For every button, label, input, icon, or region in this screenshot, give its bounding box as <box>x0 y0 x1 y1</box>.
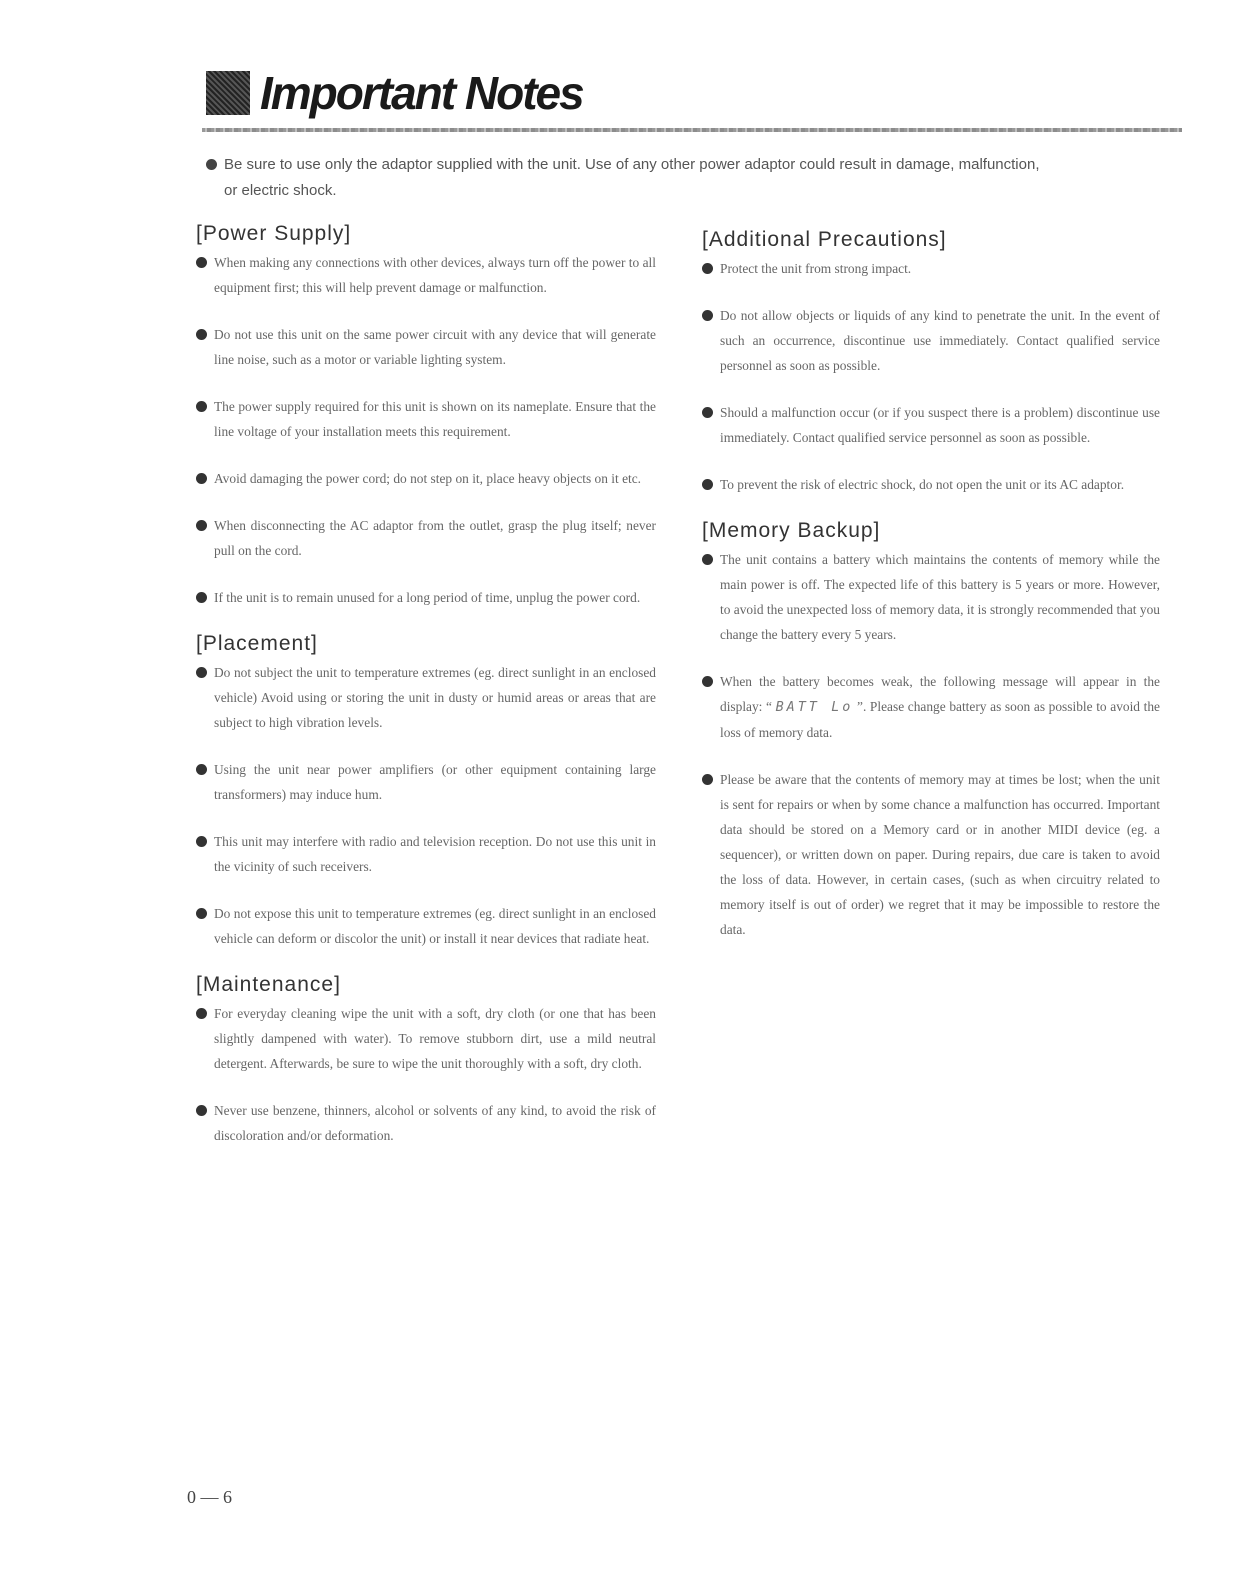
bullet-icon <box>196 473 207 484</box>
list-item <box>196 322 656 372</box>
page-title: Important Notes <box>260 67 583 119</box>
list-item <box>702 400 1160 450</box>
list-item <box>196 250 656 300</box>
bullet-icon <box>196 836 207 847</box>
bullet-icon <box>702 479 713 490</box>
left-column <box>196 222 656 1170</box>
bullet-icon <box>702 676 713 687</box>
bullet-icon <box>196 908 207 919</box>
list-item <box>196 585 656 610</box>
section-heading: [Maintenance] <box>196 973 341 996</box>
bullet-icon <box>196 764 207 775</box>
list-item <box>196 901 656 951</box>
bullet-icon <box>196 257 207 268</box>
section-power-supply <box>196 222 656 610</box>
page-header <box>206 66 583 120</box>
bullet-icon <box>196 520 207 531</box>
section-placement <box>196 632 656 951</box>
bullet-icon <box>196 1105 207 1116</box>
list-item <box>196 1098 656 1148</box>
item-text: When disconnecting the AC adaptor from the outlet, grasp the plug itself; never pull on the cord. <box>214 518 656 558</box>
item-text: If the unit is to remain unused for a long period of time, unplug the power cord. <box>214 590 641 605</box>
right-column <box>702 228 1160 964</box>
section-heading: [Placement] <box>196 632 318 655</box>
item-text: Please be aware that the contents of memory may at times be lost; when the unit is sent for repairs or when by some chance a malfunction has occurred. Important data should be stored on a Memory card or in another MIDI device (eg. a sequencer), or written down on paper. During repairs, due care is taken to avoid the loss of data. However, in certain cases, (such as when circuitry related to memory itself is out of order) we regret that it may be impossible to restore the data. <box>720 772 1160 937</box>
list-item <box>702 669 1160 745</box>
bullet-icon <box>196 592 207 603</box>
item-text: Should a malfunction occur (or if you suspect there is a problem) discontinue use immediately. Contact qualified service personnel as soon as possible. <box>720 405 1160 445</box>
section-memory-backup <box>702 519 1160 942</box>
list-item <box>196 829 656 879</box>
item-text: Protect the unit from strong impact. <box>720 261 912 276</box>
item-text: Do not expose this unit to temperature extremes (eg. direct sunlight in an enclosed vehicle can deform or discolor the unit) or install it near devices that radiate heat. <box>214 906 656 946</box>
item-text: For everyday cleaning wipe the unit with a soft, dry cloth (or one that has been slightly dampened with water). To remove stubborn dirt, use a mild neutral detergent. Afterwards, be sure to wipe the unit thoroughly with a soft, dry cloth. <box>214 1006 656 1071</box>
list-item <box>702 303 1160 378</box>
list-item <box>196 394 656 444</box>
item-text: ”. Please change battery as soon as possible to avoid the loss of memory data. <box>720 699 1160 740</box>
list-item <box>702 256 1160 281</box>
title-divider <box>202 128 1182 132</box>
bullet-icon <box>702 407 713 418</box>
item-text: This unit may interfere with radio and television reception. Do not use this unit in the vicinity of such receivers. <box>214 834 656 874</box>
display-message: BATT Lo <box>775 700 854 715</box>
item-text: Do not use this unit on the same power circuit with any device that will generate line noise, such as a motor or variable lighting system. <box>214 327 656 367</box>
item-text: The power supply required for this unit is shown on its nameplate. Ensure that the line voltage of your installation meets this requirement. <box>214 399 656 439</box>
bullet-icon <box>206 159 217 170</box>
item-text: Do not allow objects or liquids of any kind to penetrate the unit. In the event of such an occurrence, discontinue use immediately. Contact qualified service personnel as soon as possible. <box>720 308 1160 373</box>
intro-line-1: Be sure to use only the adaptor supplied with the unit. Use of any other power adaptor could result in damage, malfunction, <box>224 156 1040 173</box>
intro-note <box>206 152 1182 204</box>
list-item <box>196 757 656 807</box>
bullet-icon <box>196 401 207 412</box>
list-item <box>702 547 1160 647</box>
bullet-icon <box>702 263 713 274</box>
item-text: Using the unit near power amplifiers (or other equipment containing large transformers) may induce hum. <box>214 762 656 802</box>
section-maintenance <box>196 973 656 1148</box>
item-text: When making any connections with other devices, always turn off the power to all equipment first; this will help prevent damage or malfunction. <box>214 255 656 295</box>
section-heading: [Power Supply] <box>196 222 352 245</box>
bullet-icon <box>196 1008 207 1019</box>
list-item <box>196 660 656 735</box>
section-heading: [Additional Precautions] <box>702 228 947 251</box>
bullet-icon <box>702 310 713 321</box>
list-item <box>196 466 656 491</box>
bullet-icon <box>196 667 207 678</box>
list-item <box>196 513 656 563</box>
item-text: The unit contains a battery which maintains the contents of memory while the main power is off. The expected life of this battery is 5 years or more. However, to avoid the unexpected loss of memory data, it is strongly recommended that you change the battery every 5 years. <box>720 552 1160 642</box>
section-heading: [Memory Backup] <box>702 519 881 542</box>
page-number: 0 — 6 <box>187 1487 232 1507</box>
item-text: Never use benzene, thinners, alcohol or solvents of any kind, to avoid the risk of discoloration and/or deformation. <box>214 1103 656 1143</box>
list-item <box>702 767 1160 942</box>
bullet-icon <box>702 774 713 785</box>
item-text: To prevent the risk of electric shock, do not open the unit or its AC adaptor. <box>720 477 1125 492</box>
bullet-icon <box>196 329 207 340</box>
bullet-icon <box>702 554 713 565</box>
title-block-icon <box>206 71 250 115</box>
section-additional-precautions <box>702 228 1160 497</box>
item-text: When the battery becomes weak, the following message will appear in the display: “ <box>720 674 1160 714</box>
intro-line-2: or electric shock. <box>224 182 337 199</box>
item-text: Avoid damaging the power cord; do not step on it, place heavy objects on it etc. <box>214 471 642 486</box>
list-item <box>702 472 1160 497</box>
item-text: Do not subject the unit to temperature extremes (eg. direct sunlight in an enclosed vehicle) Avoid using or storing the unit in dusty or humid areas or areas that are subject to high vibration levels. <box>214 665 656 730</box>
list-item <box>196 1001 656 1076</box>
